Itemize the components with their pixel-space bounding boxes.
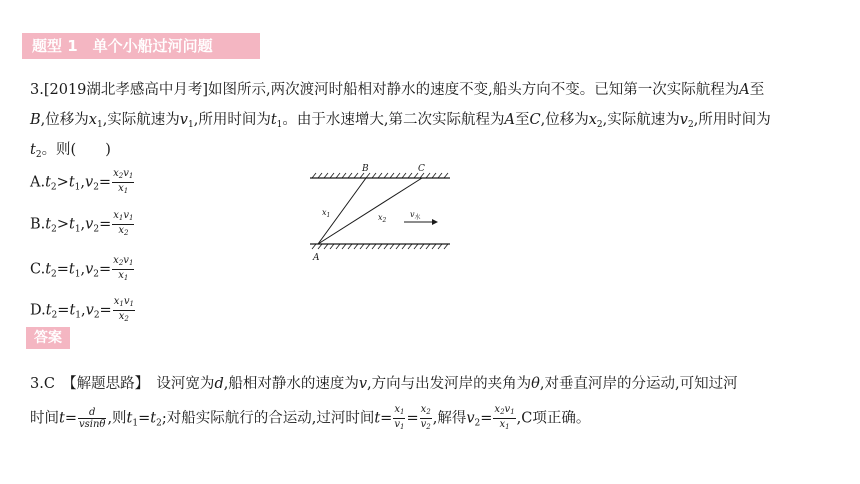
river-diagram	[300, 160, 460, 265]
option-a[interactable]: $A.t_2>t_1,v_2=$ $\frac{x_2v_1}{x_1}$	[30, 168, 134, 195]
label-a: A	[313, 253, 320, 263]
label-b: B	[362, 164, 369, 174]
label-x2: $x_2$	[378, 213, 387, 224]
solution-line-2: 时间t= $\frac{d}{vsin\theta}$ ,则$t_1=t_2$;对船实际航行的合运动,过河时间t= $\frac{x_1}{v_1}$ = $\frac{x_2}{v_2}$ ,解得$v_2=$ $\frac{x_2v_1}{x_1}$ ,C项正确。	[30, 404, 591, 431]
bottom-bank-hatch	[312, 244, 448, 249]
option-b[interactable]: $B.t_2>t_1,v_2=$ $\frac{x_1v_1}{x_2}$	[30, 210, 134, 237]
option-d[interactable]: $D.t_2=t_1,v_2=$ $\frac{x_1v_1}{x_2}$	[30, 296, 134, 323]
answer-tag: 答案	[26, 327, 70, 349]
label-c: C	[418, 164, 425, 174]
top-bank-hatch	[312, 173, 448, 178]
label-x1: $x_1$	[322, 208, 331, 219]
path-ac	[318, 178, 422, 244]
section-tag: 题型 1 单个小船过河问题	[22, 33, 260, 59]
option-c[interactable]: $C.t_2=t_1,v_2=$ $\frac{x_2v_1}{x_1}$	[30, 255, 134, 282]
question-line-2: B,位移为$x_1$,实际航速为$v_1$,所用时间为$t_1$。由于水速增大,第二次实际航程为A至C,位移为$x_2$,实际航速为$v_2$,所用时间为	[30, 112, 771, 130]
label-v-water: $v_水$	[410, 210, 421, 221]
solution-line-1: 3.C 【解题思路】 设河宽为d,船相对静水的速度为v,方向与出发河岸的夹角为θ,对垂直河岸的分运动,可知过河	[30, 376, 738, 392]
question-line-1: 3.[2019湖北孝感高中月考]如图所示,两次渡河时船相对静水的速度不变,船头方向不变。已知第一次实际航程为A至	[30, 82, 765, 98]
question-line-3: $t_2$。则( )	[30, 142, 111, 160]
